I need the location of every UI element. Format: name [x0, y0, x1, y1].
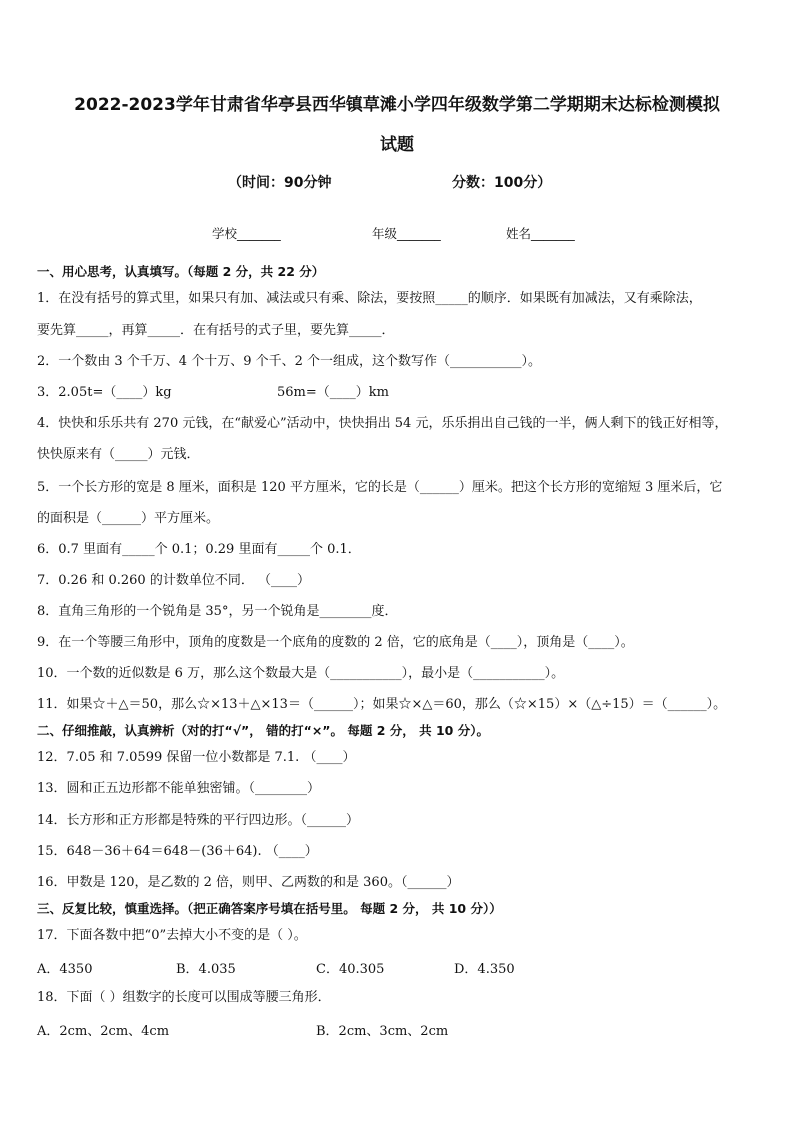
section-1-heading: 一、用心思考，认真填写。（每题 2 分，共 22 分）: [37, 264, 325, 279]
question-6: 6．0.7 里面有_____个 0.1；0.29 里面有_____个 0.1．: [37, 542, 361, 557]
question-1-cont: 要先算_____，再算_____．在有括号的式子里，要先算_____．: [37, 323, 395, 338]
question-4-cont: 快快原来有（_____）元钱．: [37, 447, 200, 462]
question-4: 4．快快和乐乐共有 270 元钱，在“献爱心”活动中，快快捐出 54 元，乐乐捐出自己钱的一半，俩人剩下的钱正好相等，: [37, 416, 728, 431]
question-12: 12．7.05 和 7.0599 保留一位小数都是 7.1. （____）: [37, 750, 356, 765]
exam-score: 分数：100分）: [452, 175, 552, 191]
section-3-heading: 三、反复比较，慎重选择。（把正确答案序号填在括号里。 每题 2 分， 共 10 分））: [37, 901, 502, 916]
q17-option-b: B．4.035: [176, 962, 236, 977]
question-15: 15．648－36＋64＝648－(36＋64). （____）: [37, 844, 318, 859]
question-18: 18．下面（ ）组数字的长度可以围成等腰三角形．: [37, 990, 331, 1005]
name-field: 姓名_______: [506, 226, 575, 241]
q17-option-d: D．4.350: [454, 962, 515, 977]
exam-title: 2022-2023学年甘肃省华亭县西华镇草滩小学四年级数学第二学期期末达标检测模拟: [74, 95, 720, 115]
question-13: 13．圆和正五边形都不能单独密铺。（________）: [37, 781, 321, 796]
exam-time: （时间：90分钟: [228, 175, 332, 191]
q18-option-b: B．2cm、3cm、2cm: [316, 1024, 449, 1039]
question-5: 5．一个长方形的宽是 8 厘米，面积是 120 平方厘米，它的长是（______）厘米。把这个长方形的宽缩短 3 厘米后，它: [37, 480, 723, 495]
exam-title-line2: 试题: [380, 135, 414, 155]
question-5-cont: 的面积是（______）平方厘米。: [37, 511, 220, 526]
grade-field: 年级_______: [372, 226, 441, 241]
question-7: 7．0.26 和 0.260 的计数单位不同． （____）: [37, 573, 310, 588]
q17-option-a: A．4350: [37, 962, 93, 977]
question-10: 10．一个数的近似数是 6 万，那么这个数最大是（___________），最小是（___________）。: [37, 666, 565, 681]
school-field: 学校_______: [212, 226, 281, 241]
question-9: 9．在一个等腰三角形中，顶角的度数是一个底角的度数的 2 倍，它的底角是（____），顶角是（____）。: [37, 635, 634, 650]
question-14: 14．长方形和正方形都是特殊的平行四边形。（______）: [37, 813, 360, 828]
q17-option-c: C．40.305: [316, 962, 385, 977]
question-8: 8．直角三角形的一个锐角是 35°，另一个锐角是________度．: [37, 604, 398, 619]
section-2-heading: 二、仔细推敲，认真辨析（对的打“√”， 错的打“×”。 每题 2 分， 共 10 分）。: [37, 723, 489, 738]
question-11: 11．如果☆＋△＝50，那么☆×13＋△×13＝（______）；如果☆×△＝60，那么（☆×15）×（△÷15）＝（______）。: [37, 697, 727, 712]
question-3-part-b: 56m=（____）km: [277, 385, 389, 400]
question-3-part-a: 3．2.05t=（____）kg: [37, 385, 172, 400]
question-2: 2．一个数由 3 个千万、4 个十万、9 个千、2 个一组成，这个数写作（___________）。: [37, 354, 542, 369]
q18-option-a: A．2cm、2cm、4cm: [37, 1024, 170, 1039]
question-17: 17．下面各数中把“0”去掉大小不变的是（ ）。: [37, 928, 307, 943]
question-1: 1．在没有括号的算式里，如果只有加、减法或只有乘、除法，要按照_____的顺序．如果既有加减法，又有乘除法，: [37, 291, 702, 306]
question-16: 16．甲数是 120，是乙数的 2 倍，则甲、乙两数的和是 360。（______）: [37, 875, 460, 890]
